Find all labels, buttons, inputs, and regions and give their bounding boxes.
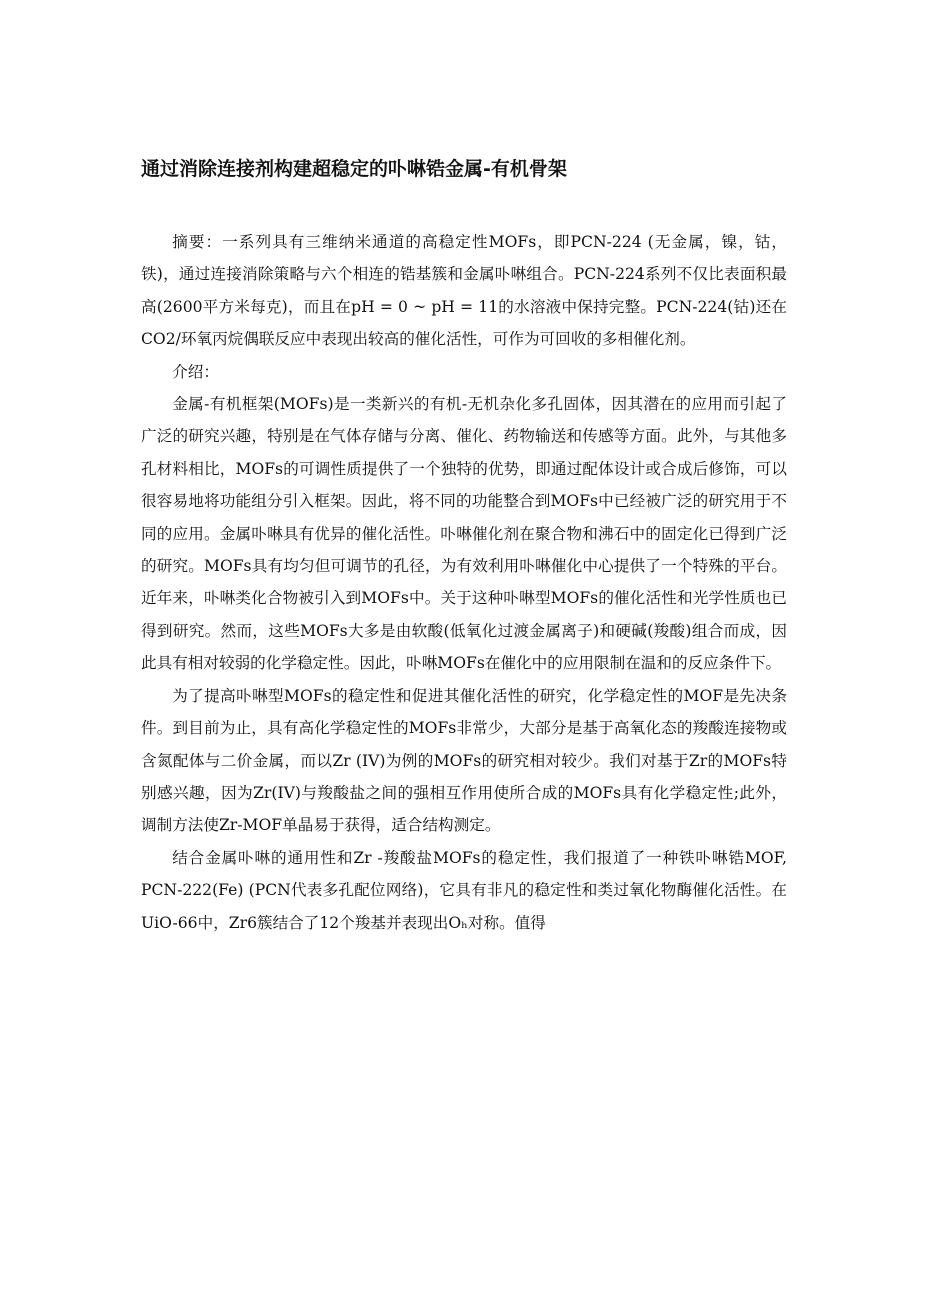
body-paragraph: 金属-有机框架(MOFs)是一类新兴的有机-无机杂化多孔固体，因其潜在的应用而引起了广泛的研究兴趣，特别是在气体存储与分离、催化、药物输送和传感等方面。此外，与其他多孔材料相比，MOFs的可调性质提供了一个独特的优势，即通过配体设计或合成后修饰，可以很容易地将功能组分引入框架。因此，将不同的功能整合到MOFs中已经被广泛的研究用于不同的应用。金属卟啉具有优异的催化活性。卟啉催化剂在聚合物和沸石中的固定化已得到广泛的研究。MOFs具有均匀但可调节的孔径，为有效利用卟啉催化中心提供了一个特殊的平台。近年来，卟啉类化合物被引入到MOFs中。关于这种卟啉型MOFs的催化活性和光学性质也已得到研究。然而，这些MOFs大多是由软酸(低氧化过渡金属离子)和硬碱(羧酸)组合而成，因此具有相对较弱的化学稳定性。因此，卟啉MOFs在催化中的应用限制在温和的反应条件下。 xyxy=(141,395,787,673)
document-body xyxy=(141,226,787,939)
body-paragraph: 结合金属卟啉的通用性和Zr -羧酸盐MOFs的稳定性，我们报道了一种铁卟啉锆MOF, PCN-222(Fe) (PCN代表多孔配位网络)，它具有非凡的稳定性和类过氧化物酶催化活性。在UiO-66中，Zr6簇结合了12个羧基并表现出Oₕ对称。值得 xyxy=(141,848,787,932)
abstract-paragraph: 摘要：一系列具有三维纳米通道的高稳定性MOFs，即PCN-224 (无金属，镍，钴，铁)，通过连接消除策略与六个相连的锆基簇和金属卟啉组合。PCN-224系列不仅比表面积最高(2600平方米每克)，而且在pH = 0 ~ pH = 11的水溶液中保持完整。PCN-224(钴)还在CO2/环氧丙烷偶联反应中表现出较高的催化活性，可作为可回收的多相催化剂。 xyxy=(141,233,787,349)
body-paragraph: 为了提高卟啉型MOFs的稳定性和促进其催化活性的研究，化学稳定性的MOF是先决条件。到目前为止，具有高化学稳定性的MOFs非常少，大部分是基于高氧化态的羧酸连接物或含氮配体与二价金属，而以Zr (IV)为例的MOFs的研究相对较少。我们对基于Zr的MOFs特别感兴趣，因为Zr(IV)与羧酸盐之间的强相互作用使所合成的MOFs具有化学稳定性;此外，调制方法使Zr-MOF单晶易于获得，适合结构测定。 xyxy=(141,686,787,835)
document-title: 通过消除连接剂构建超稳定的卟啉锆金属-有机骨架 xyxy=(141,158,567,180)
introduction-heading: 介绍： xyxy=(172,362,219,381)
